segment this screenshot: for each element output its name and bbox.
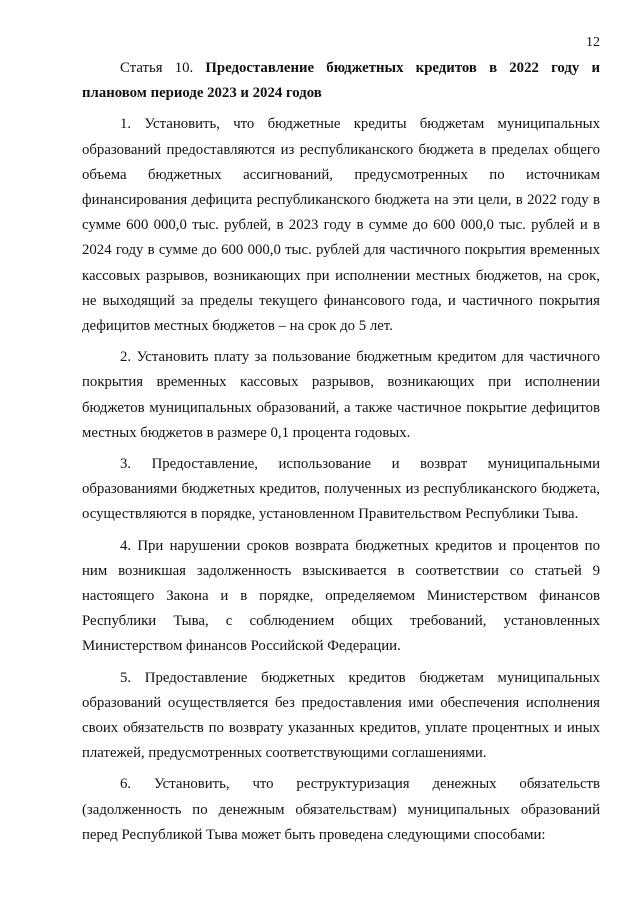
article-label: Статья 10. — [120, 60, 206, 76]
paragraph-6: 6. Установить, что реструктуризация денежных обязательств (задолженность по денежным обязательствам) муниципальных образований перед Республикой Тыва может быть проведена следующими способами: — [82, 776, 600, 843]
paragraph-4: 4. При нарушении сроков возврата бюджетных кредитов и процентов по ним возникшая задолженность взыскивается в соответствии со статьей 9 настоящего Закона и в порядке, определяемом Министерством финансов Республики Тыва, с соблюдением общих требований, установленных Министерством финансов Российской Федерации. — [82, 537, 600, 655]
paragraph-3: 3. Предоставление, использование и возврат муниципальными образованиями бюджетных кредитов, полученных из республиканского бюджета, осуществляются в порядке, установленном Правительством Республики Тыва. — [82, 456, 600, 523]
page-number: 12 — [586, 35, 600, 50]
article-heading — [82, 56, 600, 106]
article-body — [82, 56, 600, 848]
paragraph-2: 2. Установить плату за пользование бюджетным кредитом для частичного покрытия временных кассовых разрывов, возникающих при исполнении бюджетов муниципальных образований, а также частичное покрытие дефицитов местных бюджетов в размере 0,1 процента годовых. — [82, 349, 600, 441]
article-title: Предоставление бюджетных кредитов в 2022 году и плановом периоде 2023 и 2024 годов — [82, 60, 600, 102]
paragraph-5: 5. Предоставление бюджетных кредитов бюджетам муниципальных образований осуществляется без предоставления ими обеспечения исполнения своих обязательств по возврату указанных кредитов, уплате процентных и иных платежей, предусмотренных соответствующими соглашениями. — [82, 669, 600, 762]
paragraph-1: 1. Установить, что бюджетные кредиты бюджетам муниципальных образований предоставляются из республиканского бюджета в пределах общего объема бюджетных ассигнований, предусмотренных по источникам финансирования дефицита республиканского бюджета на эти цели, в 2022 году в сумме 600 000,0 тыс. рублей, в 2023 году в сумме до 600 000,0 тыс. рублей и в 2024 году в сумме до 600 000,0 тыс. рублей для частичного покрытия временных кассовых разрывов, возникающих при исполнении местных бюджетов, на срок, не выходящий за пределы текущего финансового года, и частичного покрытия дефицитов местных бюджетов – на срок до 5 лет. — [82, 116, 600, 335]
